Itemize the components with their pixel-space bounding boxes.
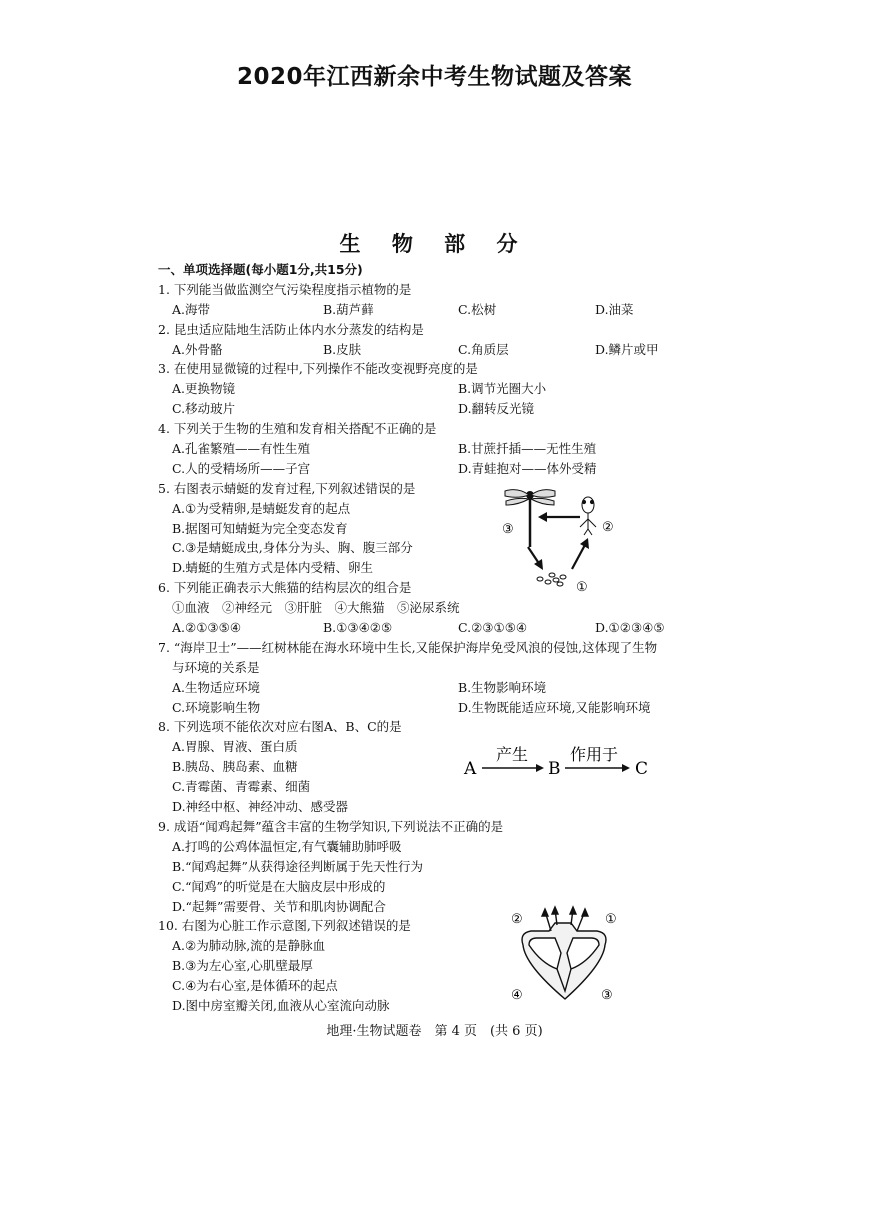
question-stem: 8. 下列选项不能依次对应右图A、B、C的是: [158, 719, 402, 735]
heart-label-3: ③: [601, 988, 613, 1003]
document-title: 2020年江西新余中考生物试题及答案: [236, 64, 632, 90]
question-stem: 5. 右图表示蜻蜓的发育过程,下列叙述错误的是: [158, 480, 416, 496]
option: D.生物既能适应环境,又能影响环境: [458, 699, 651, 715]
question-stem: 6. 下列能正确表示大熊猫的结构层次的组合是: [158, 580, 412, 596]
option: C.③是蜻蜓成虫,身体分为头、胸、腹三部分: [172, 540, 413, 556]
option: D.神经中枢、神经冲动、感受器: [172, 799, 349, 815]
option: A.胃腺、胃液、蛋白质: [172, 739, 298, 755]
flow-node-c: C: [635, 759, 649, 779]
option-row: [158, 618, 728, 638]
option: B.调节光圈大小: [458, 381, 547, 397]
option: C.角质层: [458, 341, 509, 357]
option: A.孔雀繁殖——有性生殖: [172, 441, 311, 457]
option: A.②①③⑤④: [172, 620, 242, 636]
option: B.胰岛、胰岛素、血糖: [172, 759, 298, 775]
option: B.葫芦藓: [323, 301, 374, 317]
development-cycle-arrows: [528, 512, 589, 570]
dragonfly-eggs-drawing: [537, 573, 566, 586]
option: D.青蛙抱对——体外受精: [458, 460, 597, 476]
section-title: 生 物 部 分: [339, 232, 530, 256]
label-stage-2: ②: [602, 520, 614, 535]
page-footer: 地理·生物试题卷 第 4 页 (共 6 页): [326, 1024, 543, 1039]
question-stem: 1. 下列能当做监测空气污染程度指示植物的是: [158, 281, 412, 297]
option: C.松树: [458, 301, 497, 317]
flow-arrowhead-1: [536, 764, 544, 772]
option: C.“闻鸡”的听觉是在大脑皮层中形成的: [172, 878, 386, 894]
option-row: [158, 399, 728, 419]
option: D.①②③④⑤: [595, 620, 665, 636]
label-stage-3: ③: [502, 522, 514, 537]
option: A.②为肺动脉,流的是静脉血: [172, 938, 326, 954]
question-items: ①血液 ②神经元 ③肝脏 ④大熊猫 ⑤泌尿系统: [172, 600, 460, 616]
option: B.生物影响环境: [458, 679, 547, 695]
option: C.④为右心室,是体循环的起点: [172, 978, 338, 994]
option: D.鳞片或甲: [595, 341, 659, 357]
flow-arrow-label-2: 作用于: [570, 745, 619, 764]
dragonfly-development-figure: [500, 485, 625, 597]
question-stem: 2. 昆虫适应陆地生活防止体内水分蒸发的结构是: [158, 321, 424, 337]
option: D.图中房室瓣关闭,血液从心室流向动脉: [172, 997, 390, 1013]
option-row: [158, 300, 728, 320]
option: D.油菜: [595, 301, 634, 317]
question-stem-continued: 与环境的关系是: [172, 659, 260, 675]
heart-label-1: ①: [605, 912, 617, 927]
option: B.①③④②⑤: [323, 620, 393, 636]
option: C.②③①⑤④: [458, 620, 528, 636]
part-heading: 一、单项选择题(每小题1分,共15分): [158, 262, 363, 277]
option-row: [158, 698, 728, 718]
question-stem: 7. “海岸卫士”——红树林能在海水环境中生长,又能保护海岸免受风浪的侵蚀,这体现了生物: [158, 639, 658, 655]
abc-flow-figure: [460, 740, 675, 785]
option-row: [158, 439, 728, 459]
option: B.“闻鸡起舞”从获得途径判断属于先天性行为: [172, 858, 423, 874]
option: C.青霉菌、青霉素、细菌: [172, 779, 311, 795]
heart-diagram-figure: [505, 905, 623, 1005]
option: C.移动玻片: [172, 401, 236, 417]
option: A.①为受精卵,是蜻蜓发育的起点: [172, 500, 351, 516]
question-stem: 9. 成语“闻鸡起舞”蕴含丰富的生物学知识,下列说法不正确的是: [158, 818, 504, 834]
option: C.环境影响生物: [172, 699, 261, 715]
flow-arrowhead-2: [622, 764, 630, 772]
option: A.更换物镜: [172, 381, 236, 397]
dragonfly-nymph-drawing: [580, 497, 596, 535]
flow-node-a: A: [464, 759, 477, 779]
flow-node-b: B: [548, 759, 561, 779]
option: D.翻转反光镜: [458, 401, 535, 417]
question-stem: 4. 下列关于生物的生殖和发育相关搭配不正确的是: [158, 421, 437, 437]
option: D.蜻蜓的生殖方式是体内受精、卵生: [172, 560, 374, 576]
option: A.生物适应环境: [172, 679, 261, 695]
question-list: [158, 260, 728, 1016]
option: B.皮肤: [323, 341, 362, 357]
option: A.打鸣的公鸡体温恒定,有气囊辅助肺呼吸: [172, 838, 402, 854]
question-stem: 10. 右图为心脏工作示意图,下列叙述错误的是: [158, 918, 411, 934]
flow-arrow-label-1: 产生: [496, 745, 529, 764]
dragonfly-adult-drawing: [505, 490, 555, 547]
option: C.人的受精场所——子宫: [172, 460, 311, 476]
option: D.“起舞”需要骨、关节和肌肉协调配合: [172, 898, 386, 914]
option-row: [158, 379, 728, 399]
option-row: [158, 340, 728, 360]
heart-label-2: ②: [511, 912, 523, 927]
option: B.甘蔗扦插——无性生殖: [458, 441, 597, 457]
option: A.外骨骼: [172, 341, 223, 357]
option-row: [158, 459, 728, 479]
option: A.海带: [172, 301, 211, 317]
question-stem: 3. 在使用显微镜的过程中,下列操作不能改变视野亮度的是: [158, 361, 478, 377]
label-stage-1: ①: [576, 580, 588, 595]
heart-label-4: ④: [511, 988, 523, 1003]
option-row: [158, 678, 728, 698]
heart-drawing: [522, 907, 606, 999]
option: B.据图可知蜻蜓为完全变态发育: [172, 520, 348, 536]
option: B.③为左心室,心肌壁最厚: [172, 958, 313, 974]
